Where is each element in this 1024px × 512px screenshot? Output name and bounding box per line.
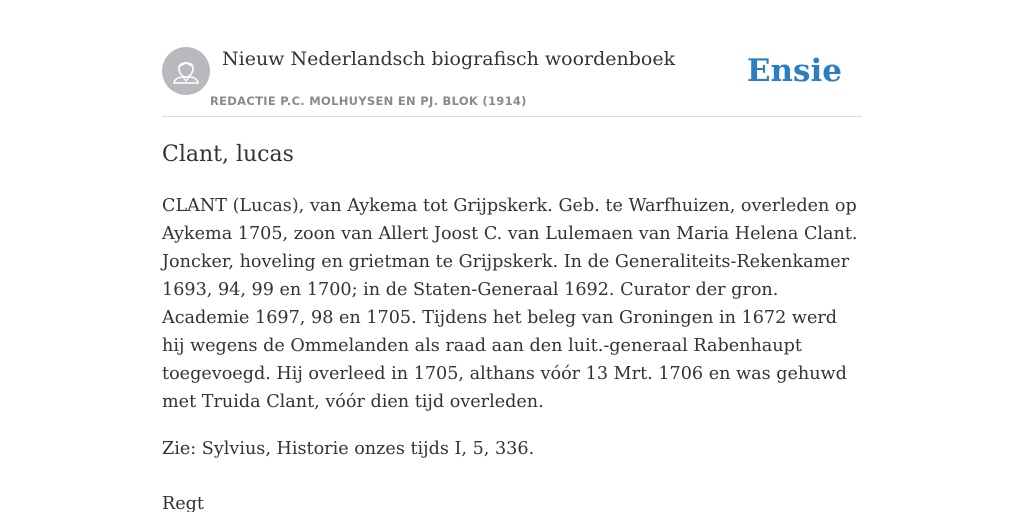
entry-title: Clant, lucas	[162, 142, 294, 167]
source-avatar	[162, 47, 210, 95]
entry-footer-text: Regt	[162, 494, 204, 512]
source-title[interactable]: Nieuw Nederlandsch biografisch woordenboek	[222, 48, 676, 70]
ensie-logo[interactable]: Ensie	[746, 53, 842, 89]
user-placeholder-icon	[162, 47, 210, 95]
entry-reference: Zie: Sylvius, Historie onzes tijds I, 5, 336.	[162, 439, 535, 459]
entry-body: CLANT (Lucas), van Aykema tot Grijpskerk. Geb. te Warfhuizen, overleden op Aykema 1705, zoon van Allert Joost C. van Lulemaen van Maria Helena Clant. Joncker, hoveling en grietman te Grijpskerk. In de Generaliteits-Rekenkamer 1693, 94, 99 en 1700; in de Staten-Generaal 1692. Curator der gron. Academie 1697, 98 en 1705. Tijdens het beleg van Groningen in 1672 werd hij wegens de Ommelanden als raad aan den luit.-generaal Rabenhaupt toegevoegd. Hij overleed in 1705, althans vóór 13 Mrt. 1706 en was gehuwd met Truida Clant, vóór dien tijd overleden.	[162, 196, 858, 412]
source-editors: REDACTIE P.C. MOLHUYSEN EN PJ. BLOK (1914)	[210, 94, 527, 108]
source-header	[162, 47, 862, 117]
